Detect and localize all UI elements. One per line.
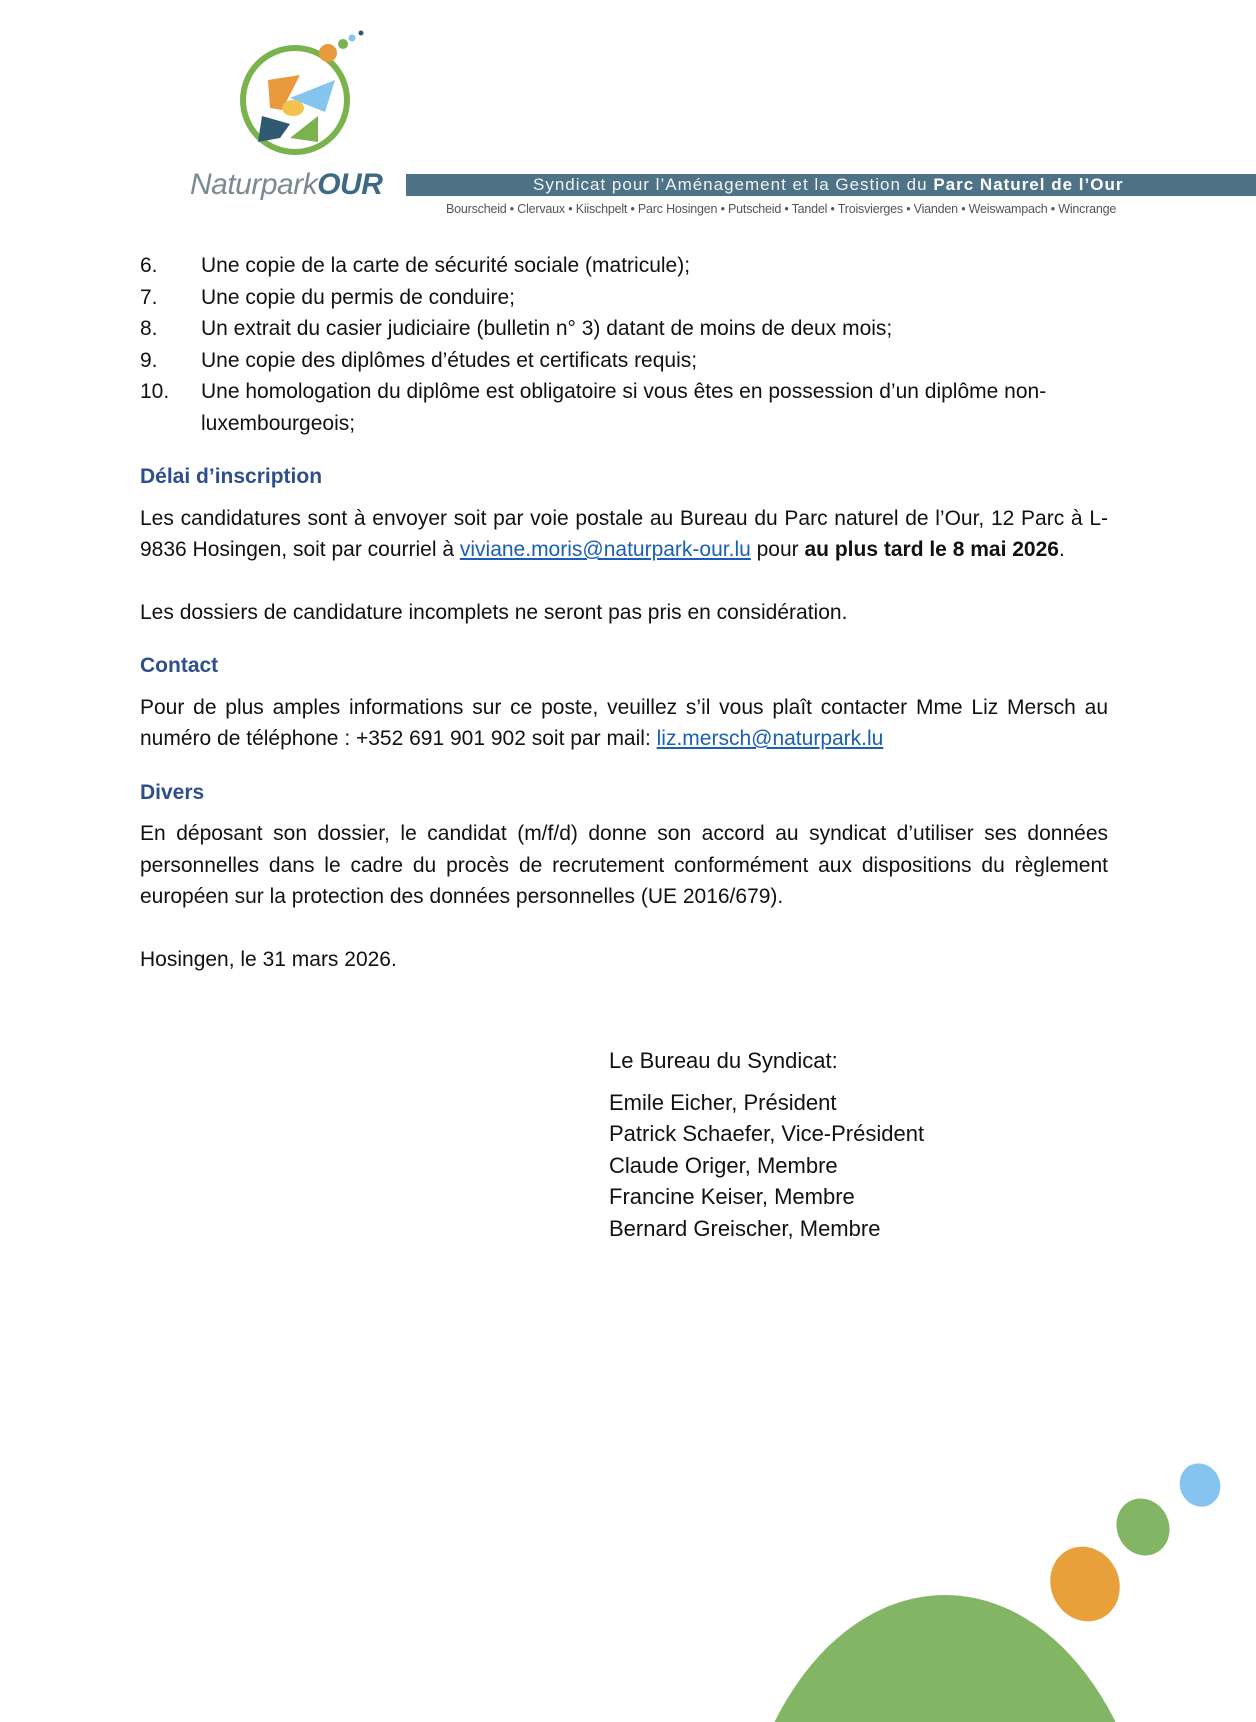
letterhead [0,0,1256,225]
list-item: 10. Une homologation du diplôme est obligatoire si vous êtes en possession d’un diplôme non-luxembourgeois; [140,380,1047,435]
deadline-text: au plus tard le 8 mai 2026 [804,538,1059,561]
signature-member: Patrick Schaefer, Vice-Président [609,1121,925,1146]
list-item: 8. Un extrait du casier judiciaire (bulletin n° 3) datant de moins de deux mois; [140,317,893,340]
section-title-delai: Délai d’inscription [140,465,323,488]
signature-member: Francine Keiser, Membre [609,1184,855,1209]
contact-paragraph: Pour de plus amples informations sur ce poste, veuillez s’il vous plaît contacter Mme Liz Mersch au numéro de téléphone : +352 691 901 902 soit par mail: liz.mersch@naturpark.lu [140,695,1108,750]
divers-paragraph: En déposant son dossier, le candidat (m/f/d) donne son accord au syndicat d’utiliser ses données personnelles dans le cadre du procès de recrutement conformément aux dispositions du règlement européen sur la protection des données personnelles (UE 2016/679). [140,822,1108,908]
banner-text-bold: Parc Naturel de l’Our [933,175,1124,194]
delai-paragraph: Les candidatures sont à envoyer soit par voie postale au Bureau du Parc naturel de l’Our, 12 Parc à L-9836 Hosingen, soit par courriel à viviane.moris@naturpark-our.lu pour au plus tard le 8 mai 2026. [140,506,1108,561]
blue-dot-icon [1173,1457,1228,1514]
signature-heading: Le Bureau du Syndicat: [609,1048,838,1073]
orange-dot-icon [1038,1535,1132,1633]
header-banner [406,174,1256,196]
list-item: 6. Une copie de la carte de sécurité sociale (matricule); [140,254,691,277]
large-green-circle-icon [735,1595,1155,1722]
signature-member: Emile Eicher, Président [609,1089,837,1115]
logo-wordmark: NaturparkOUR [190,168,383,201]
email-link-liz[interactable]: liz.mersch@naturpark.lu [656,727,884,750]
place-date: Hosingen, le 31 mars 2026. [140,947,397,971]
section-title-divers: Divers [140,780,205,804]
section-title-contact: Contact [140,654,219,677]
green-dot-icon [1107,1490,1179,1565]
email-link-viviane[interactable]: viviane.moris@naturpark-our.lu [459,538,751,561]
banner-text: Syndicat pour l’Aménagement et la Gestion du [533,175,934,194]
signature-member: Claude Origer, Membre [609,1152,838,1178]
communes-list: Bourscheid • Clervaux • Kiischpelt • Parc Hosingen • Putscheid • Tandel • Troisvierges • Vianden • Weiswampach • Wincrange [446,202,1117,216]
list-item: 7. Une copie du permis de conduire; [140,285,516,309]
signature-block [609,1045,924,1244]
incomplete-notice: Les dossiers de candidature incomplets ne seront pas pris en considération. [140,600,848,624]
document-body [140,250,1108,975]
signature-member: Bernard Greischer, Membre [609,1215,881,1241]
list-item: 9. Une copie des diplômes d’études et certificats requis; [140,348,698,372]
naturpark-logo-icon [220,20,380,170]
required-documents-list [140,250,1108,439]
